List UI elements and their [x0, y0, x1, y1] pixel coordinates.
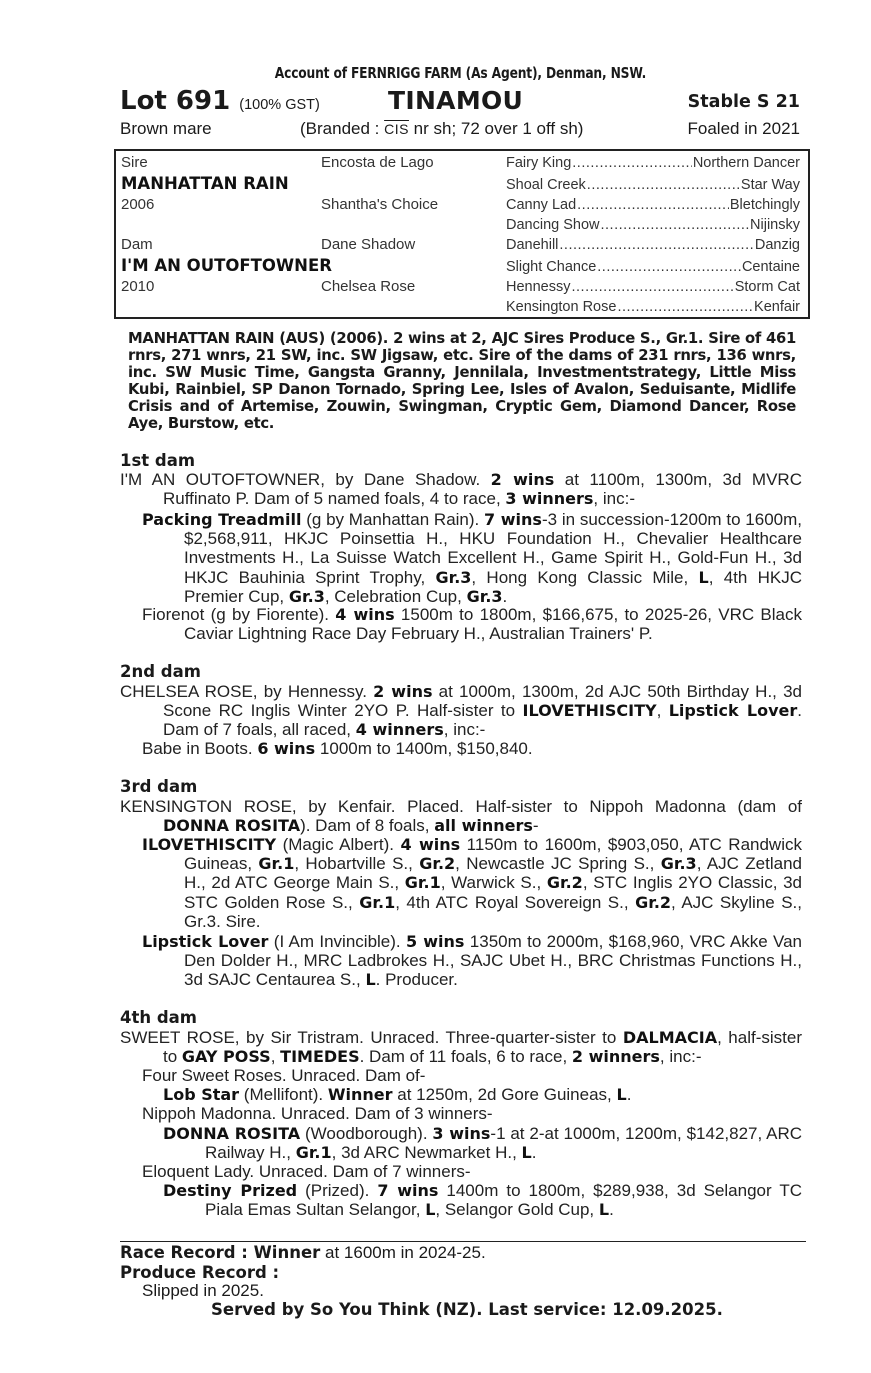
brand-suffix: nr sh; 72 over 1 off sh): [408, 119, 584, 138]
fourth-dam-daughter: [142, 1162, 802, 1181]
produce-record-detail: Slipped in 2025.: [142, 1281, 264, 1300]
text-run: , inc:-: [443, 720, 486, 740]
brand-prefix: (Branded :: [300, 119, 385, 138]
produce-record-label: Produce Record :: [120, 1263, 280, 1282]
bold-run: all winners: [434, 816, 533, 836]
vendor-account: Account of FERNRIGG FARM (As Agent), Denman, NSW.: [274, 64, 647, 82]
bold-run: L: [698, 567, 709, 587]
text-run: Four Sweet Roses. Unraced. Dam of-: [142, 1066, 426, 1085]
bold-run: Gr.1: [295, 1143, 332, 1163]
dam-name: I'M AN OUTOFTOWNER: [121, 256, 332, 275]
bold-run: 4 wins: [400, 835, 461, 854]
stable-number: Stable S 21: [687, 92, 800, 112]
leader-dots: [587, 177, 740, 193]
text-run: (Magic Albert).: [276, 835, 401, 854]
text-run: , Newcastle JC Spring S.,: [455, 854, 661, 874]
text-run: ,: [270, 1047, 281, 1067]
bold-run: DONNA ROSITA: [163, 1124, 301, 1143]
text-run: (Mellifont).: [239, 1085, 328, 1104]
text-run: , inc:-: [593, 489, 635, 509]
text-run: Fiorenot (g by Fiorente).: [142, 605, 336, 624]
text-run: (g by Manhattan Rain).: [301, 510, 485, 529]
text-run: Eloquent Lady. Unraced. Dam of 7 winners-: [142, 1162, 471, 1181]
text-run: , Selangor Gold Cup,: [435, 1200, 599, 1220]
third-gen-row: [506, 259, 800, 275]
second-dam-intro: [120, 682, 802, 740]
leader-dots: [617, 299, 753, 315]
bold-run: Lipstick Lover: [142, 932, 269, 951]
text-run: .: [626, 1085, 632, 1104]
dam-dam: Chelsea Rose: [321, 278, 416, 295]
text-run: Nippoh Madonna. Unraced. Dam of 3 winners-: [142, 1104, 493, 1123]
bold-run: GAY POSS: [181, 1047, 271, 1067]
text-run: , Celebration Cup,: [324, 586, 467, 606]
fourth-dam-grandprogeny: [163, 1181, 802, 1219]
text-run: , AJC Skyline S.,: [671, 892, 802, 912]
bold-run: L: [521, 1143, 532, 1163]
bold-run: Gr.2: [635, 892, 672, 912]
leader-dots: [559, 237, 753, 253]
produce-record: [120, 1263, 279, 1283]
leader-dots: [577, 197, 729, 213]
bold-run: 4 winners: [355, 720, 444, 740]
bold-run: L: [598, 1200, 610, 1220]
text-run: KENSINGTON ROSE, by Kenfair. Placed. Half-sister to Nippoh Madonna (dam of: [120, 797, 802, 816]
third-dam-progeny: [142, 932, 802, 990]
bold-run: Gr.2: [419, 854, 456, 874]
text-run: .: [609, 1200, 614, 1220]
text-run: at 1000m, 1300m, 2d AJC 50th Birthday H., 3d Scone RC Inglis Winter 2YO P. Half-sister to: [163, 682, 802, 721]
dam-year: 2010: [121, 278, 155, 295]
first-dam-intro: [120, 470, 802, 508]
bold-run: L: [365, 970, 376, 990]
sire-year: 2006: [121, 196, 155, 213]
bold-run: 2 wins: [490, 470, 555, 489]
dam-sire: Dane Shadow: [321, 236, 416, 253]
third-dam-intro: [120, 797, 802, 835]
text-run: -: [532, 816, 539, 836]
third-gen-row: [506, 217, 800, 233]
text-run: . Dam of 11 foals, 6 to race,: [359, 1047, 572, 1067]
bold-run: Destiny Prized: [163, 1181, 298, 1200]
text-run: -3 in succession-1200m to 1600m, $2,568,911, HKJC Poinsettia H., HKU Foundation H., Chevalier Healthcare Investments H., La Suisse Watch Excellent H., Game Spirit H., Gold-Fun H., 3d HKJC Bauhinia Sprint Trophy,: [184, 510, 803, 587]
bold-run: DALMACIA: [622, 1028, 718, 1047]
ancestor: Danehill: [506, 237, 559, 253]
bold-run: 5 wins: [405, 932, 465, 951]
ancestor: Shoal Creek: [506, 177, 586, 193]
bold-run: Winner: [327, 1085, 393, 1104]
text-run: . Producer.: [375, 970, 458, 990]
ancestor: Danzig: [754, 237, 800, 253]
text-run: (Woodborough).: [300, 1124, 433, 1143]
bold-run: 3 winners: [505, 489, 594, 509]
text-run: SWEET ROSE, by Sir Tristram. Unraced. Three-quarter-sister to: [120, 1028, 623, 1047]
text-run: , AJC Zetland H., 2d ATC George Main S.,: [184, 854, 802, 893]
horse-name: TINAMOU: [388, 86, 524, 115]
bold-run: Gr.3: [660, 854, 697, 874]
fourth-dam-daughter: [142, 1066, 802, 1085]
ancestor: Canny Lad: [506, 197, 577, 213]
fourth-dam-grandprogeny: [163, 1124, 802, 1162]
third-gen-row: [506, 197, 800, 213]
race-record-detail: at 1600m in 2024-25.: [320, 1243, 486, 1262]
sire-sire: Encosta de Lago: [321, 154, 434, 171]
first-dam-progeny: [142, 605, 802, 643]
ancestor: Dancing Show: [506, 217, 600, 233]
third-gen-row: [506, 299, 800, 315]
bold-run: Gr.1: [404, 873, 441, 893]
fourth-dam-daughter: [142, 1104, 802, 1123]
brand-mark: $\overline{CIS}$: [384, 121, 409, 137]
text-run: at 1100m, 1300m, 3d MVRC Ruffinato P. Dam of 5 named foals, 4 to race,: [163, 470, 802, 509]
first-dam-heading: 1st dam: [120, 451, 196, 470]
ancestor: Centaine: [741, 259, 800, 275]
second-dam-progeny: [142, 739, 802, 758]
bold-run: 3 wins: [432, 1124, 491, 1143]
text-run: .: [502, 586, 508, 606]
text-run: , half-sister to: [163, 1028, 802, 1067]
service-note: Served by So You Think (NZ). Last service: 12.09.2025.: [211, 1300, 723, 1319]
ancestor: Kenfair: [754, 299, 800, 315]
lot-label: Lot 691: [120, 86, 231, 116]
third-gen-row: [506, 177, 800, 193]
leader-dots: [597, 259, 741, 275]
bold-run: L: [425, 1200, 436, 1220]
third-dam-progeny: [142, 835, 802, 931]
bold-run: Packing Treadmill: [142, 510, 302, 529]
ancestor: Storm Cat: [734, 279, 800, 295]
colour-sex: Brown mare: [120, 119, 212, 138]
text-run: , Hong Kong Classic Mile,: [471, 567, 699, 587]
dam-label: Dam: [121, 236, 153, 253]
bold-run: Gr.1: [359, 892, 396, 912]
second-dam-heading: 2nd dam: [120, 662, 201, 681]
race-record-label: Race Record :: [120, 1243, 254, 1262]
text-run: , Warwick S.,: [440, 873, 547, 893]
leader-dots: [572, 155, 692, 171]
lot-number: [120, 86, 320, 116]
sire-name: MANHATTAN RAIN: [121, 174, 289, 193]
fourth-dam-grandprogeny: [163, 1085, 802, 1104]
text-run: , STC Inglis 2YO Classic, 3d STC Golden Rose S.,: [184, 873, 803, 912]
brand-details: [300, 119, 583, 139]
text-run: . Sire.: [216, 911, 261, 931]
sire-dam: Shantha's Choice: [321, 196, 439, 213]
text-run: I'M AN OUTOFTOWNER, by Dane Shadow.: [120, 470, 491, 489]
ancestor: Bletchingly: [729, 197, 800, 213]
text-run: , Hobartville S.,: [294, 854, 420, 874]
ancestor: Fairy King: [506, 155, 572, 171]
divider: [120, 1241, 806, 1242]
text-run: 1500m to 1800m, $166,675, to 2025-26, VRC Black Caviar Lightning Race Day February H., Australian Trainers' P.: [184, 605, 802, 644]
text-run: Babe in Boots.: [142, 739, 258, 758]
bold-run: 2 wins: [373, 682, 433, 701]
fourth-dam-heading: 4th dam: [120, 1008, 197, 1027]
text-run: 1350m to 2000m, $168,960, VRC Akke Van Den Dolder H., MRC Ladbrokes H., SAJC Ubet H., BRC Christmas Functions H., 3d SAJC Centaurea S.,: [184, 932, 802, 990]
text-run: ,: [656, 701, 669, 721]
ancestor: Northern Dancer: [692, 155, 800, 171]
bold-run: Gr.3: [466, 586, 503, 606]
text-run: .: [531, 1143, 537, 1163]
ancestor: Nijinsky: [750, 217, 800, 233]
bold-run: ILOVETHISCITY: [522, 701, 657, 721]
text-run: -1 at 2-at 1000m, 1200m, $142,827, ARC Railway H.,: [205, 1124, 802, 1163]
text-run: 1400m to 1800m, $289,938, 3d Selangor TC Piala Emas Sultan Selangor,: [205, 1181, 802, 1220]
sire-summary: MANHATTAN RAIN (AUS) (2006). 2 wins at 2, AJC Sires Produce S., Gr.1. Sire of 461 rnrs, 271 wnrs, 21 SW, inc. SW Jigsaw, etc. Sire of the dams of 231 rnrs, 136 wnrs, inc. SW Music Time, Gangsta Granny, Jennilala, Investmentstrategy, Little Miss Kubi, Rainbiel, SP Danon Tornado, Spring Lee, Isles of Avalon, Seduisante, Midlife Crisis and of Artemise, Zouwin, Swingman, Cryptic Gem, Diamond Dancer, Rose Aye, Burstow, etc.: [128, 330, 796, 432]
bold-run: 2 winners: [571, 1047, 660, 1067]
bold-run: Gr.3: [435, 567, 472, 587]
text-run: 1000m to 1400m, $150,840.: [315, 739, 533, 758]
bold-run: 4 wins: [335, 605, 395, 624]
third-gen-row: [506, 155, 800, 171]
text-run: , inc:-: [659, 1047, 702, 1067]
ancestor: Kensington Rose: [506, 299, 617, 315]
text-run: CHELSEA ROSE, by Hennessy.: [120, 682, 374, 701]
sire-label: Sire: [121, 154, 148, 171]
bold-run: Gr.1: [258, 854, 295, 874]
first-dam-progeny: [142, 510, 802, 606]
gst-note: (100% GST): [239, 97, 320, 113]
fourth-dam-intro: [120, 1028, 802, 1066]
text-run: (I Am Invincible).: [268, 932, 406, 951]
text-run: , 4th ATC Royal Sovereign S.,: [395, 892, 636, 912]
leader-dots: [571, 279, 733, 295]
bold-run: Gr.3: [288, 586, 325, 606]
bold-run: 7 wins: [484, 510, 542, 529]
bold-run: Lob Star: [163, 1085, 240, 1104]
bold-run: TIMEDES: [280, 1047, 360, 1067]
bold-run: ILOVETHISCITY: [142, 835, 277, 854]
third-gen-row: [506, 279, 800, 295]
text-run: . Dam of 7 foals, all raced,: [163, 701, 803, 740]
text-run: 1150m to 1600m, $903,050, ATC Randwick Guineas,: [184, 835, 802, 874]
race-record: [120, 1243, 486, 1263]
bold-run: Gr.2: [546, 873, 583, 893]
text-run: (Prized).: [297, 1181, 378, 1200]
pedigree-table: [114, 149, 810, 319]
race-record-status: Winner: [253, 1243, 321, 1262]
third-gen-row: [506, 237, 800, 253]
ancestor: Star Way: [740, 177, 800, 193]
bold-run: DONNA ROSITA: [163, 816, 301, 836]
bold-run: L: [616, 1085, 627, 1104]
text-run: , 3d ARC Newmarket H.,: [331, 1143, 522, 1163]
third-dam-heading: 3rd dam: [120, 777, 198, 796]
bold-run: 6 wins: [257, 739, 316, 758]
ancestor: Slight Chance: [506, 259, 597, 275]
leader-dots: [601, 217, 750, 233]
text-run: ). Dam of 8 foals,: [300, 816, 435, 836]
foaled-year: Foaled in 2021: [687, 119, 800, 138]
text-run: Gr.3: [184, 911, 217, 931]
text-run: , 4th HKJC Premier Cup,: [184, 567, 802, 606]
text-run: at 1250m, 2d Gore Guineas,: [392, 1085, 617, 1104]
ancestor: Hennessy: [506, 279, 571, 295]
bold-run: Lipstick Lover: [668, 701, 798, 721]
bold-run: 7 wins: [377, 1181, 439, 1200]
